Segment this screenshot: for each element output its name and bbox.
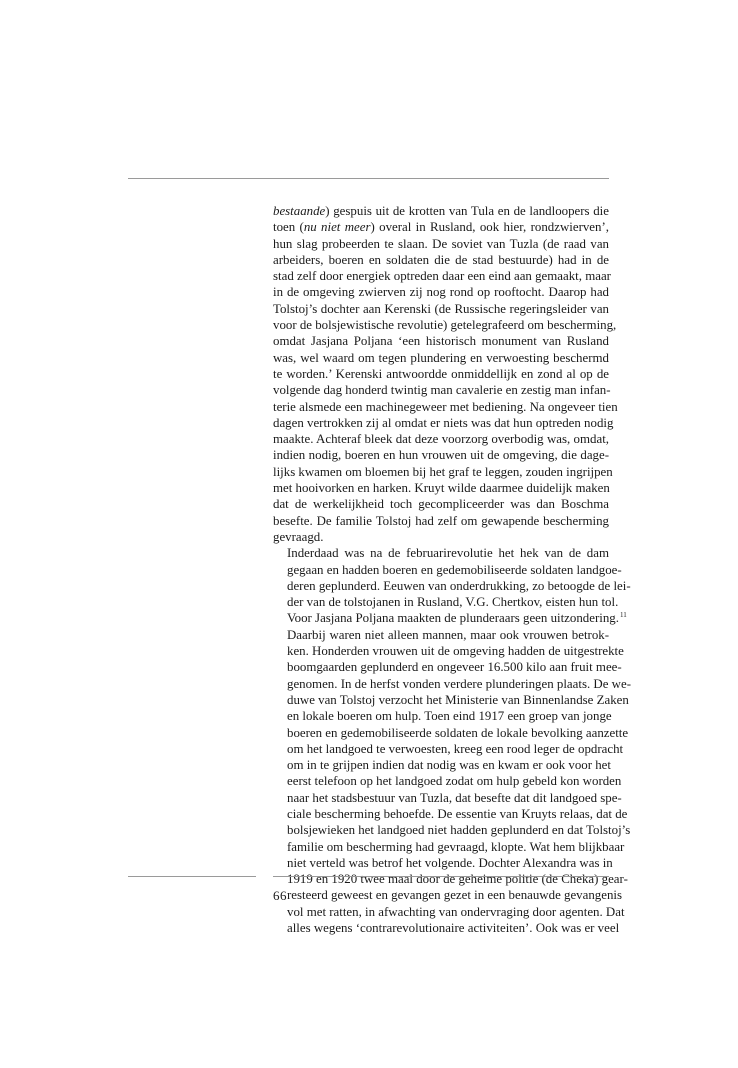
text-line <box>273 236 609 252</box>
text-line <box>273 594 619 610</box>
text-line <box>273 464 613 480</box>
text-line <box>273 480 609 496</box>
text-run: gevraagd. <box>273 529 324 544</box>
paragraph-1 <box>273 203 618 545</box>
paragraph-2 <box>273 545 631 936</box>
text-line <box>273 578 631 594</box>
text-run: terie alsmede een machinegeweer met bediening. Na ongeveer tien <box>273 399 618 414</box>
text-run: boomgaarden geplunderd en ongeveer 16.500 kilo aan fruit mee- <box>287 660 622 675</box>
text-line <box>273 676 631 692</box>
text-run: Daarbij waren niet alleen mannen, maar ook vrouwen betrok- <box>287 627 609 642</box>
text-line <box>273 790 622 806</box>
text-run: arbeiders, boeren en soldaten die de stad bestuurde) had in de <box>273 252 609 267</box>
text-run: Inderdaad was na de februarirevolutie het hek van de dam <box>287 546 609 561</box>
text-run: ciale bescherming behoefde. De essentie van Kruyts relaas, dat de <box>287 806 628 821</box>
text-line <box>273 904 625 920</box>
text-run: Voor Jasjana Poljana maakten de plunderaars geen uitzondering. <box>287 611 619 626</box>
footer-rule-right <box>273 876 609 877</box>
body-text <box>273 203 631 936</box>
text-line <box>273 333 609 349</box>
text-run: gegaan en hadden boeren en gedemobiliseerde soldaten landgoe- <box>287 562 622 577</box>
text-line <box>273 741 624 757</box>
text-run: te worden.’ Kerenski antwoordde onmiddellijk en zond al op de <box>273 366 609 381</box>
text-line <box>273 692 629 708</box>
text-line <box>273 301 609 317</box>
text-run: dat de werkelijkheid toch gecompliceerder was dan Boschma <box>273 497 609 512</box>
text-line <box>273 773 622 789</box>
text-line <box>273 855 613 871</box>
text-run: deren geplunderd. Eeuwen van onderdrukking, zo betoogde de lei- <box>287 578 631 593</box>
text-run: naar het stadsbestuur van Tuzla, dat besefte dat dit landgoed spe- <box>287 790 622 805</box>
text-run: besefte. De familie Tolstoj had zelf om gewapende bescherming <box>273 513 609 528</box>
text-run: lijks kwamen om bloemen bij het graf te leggen, zouden ingrijpen <box>273 464 613 479</box>
text-line <box>273 366 609 382</box>
text-line <box>273 513 609 529</box>
text-run: eerst telefoon op het landgoed zodat om hulp gebeld kon worden <box>287 774 622 789</box>
text-run: niet verteld was betrof het volgende. Dochter Alexandra was in <box>287 855 613 870</box>
text-run: Tolstoj’s dochter aan Kerenski (de Russische regeringsleider van <box>273 301 609 316</box>
text-line <box>273 219 609 235</box>
text-line <box>273 350 609 366</box>
text-line <box>273 806 628 822</box>
text-line <box>273 643 624 659</box>
text-line <box>273 252 609 268</box>
text-line <box>273 317 617 333</box>
text-run: ken. Honderden vrouwen uit de omgeving hadden de uitgestrekte <box>287 644 624 659</box>
text-run: alles wegens ‘contrarevolutionaire activiteiten’. Ook was er veel <box>287 921 620 936</box>
text-line <box>273 529 609 545</box>
text-run: 1919 en 1920 twee maal door de geheime politie (de Cheka) gear- <box>287 872 628 887</box>
text-line <box>273 627 609 643</box>
text-run: en lokale boeren om hulp. Toen eind 1917 een groep van jonge <box>287 709 612 724</box>
text-run: ) overal in Rusland, ook hier, rondzwierven’, <box>370 220 609 235</box>
text-run: familie om bescherming had gevraagd, klopte. Wat hem blijkbaar <box>287 839 625 854</box>
text-line <box>273 757 609 773</box>
text-run: voor de bolsjewistische revolutie) getelegrafeerd om bescherming, <box>273 318 617 333</box>
text-line <box>273 920 620 936</box>
text-run: toen ( <box>273 220 304 235</box>
text-line <box>273 203 609 219</box>
text-run: in de omgeving zwierven zij nog rond op rooftocht. Daarop had <box>273 285 609 300</box>
text-run: stad zelf door energiek optreden daar een eind aan gemaakt, maar <box>273 269 611 284</box>
text-run: boeren en gedemobiliseerde soldaten de lokale bevolking aanzette <box>287 725 629 740</box>
text-run: maakte. Achteraf bleek dat deze voorzorg overbodig was, omdat, <box>273 432 609 447</box>
text-line <box>273 562 622 578</box>
text-line <box>273 659 622 675</box>
text-run: was, wel waard om tegen plundering en verwoesting beschermd <box>273 350 609 365</box>
text-line <box>273 610 627 626</box>
text-line <box>273 268 609 284</box>
text-line <box>273 284 609 300</box>
text-line <box>273 447 609 463</box>
page-number: 66 <box>273 888 287 903</box>
text-line <box>273 822 631 838</box>
text-line <box>273 871 628 887</box>
text-run: resteerd geweest en gevangen gezet in een benauwde gevangenis <box>287 888 622 903</box>
header-rule <box>128 178 609 179</box>
text-run: duwe van Tolstoj verzocht het Ministerie van Binnenlandse Zaken <box>287 692 629 707</box>
text-run: om in te grijpen indien dat nodig was en kwam er ook voor het <box>287 758 611 773</box>
italic-span: nu niet meer <box>303 220 371 235</box>
text-line <box>273 708 612 724</box>
text-line <box>273 725 629 741</box>
text-run: der van de tolstojanen in Rusland, V.G. Chertkov, eisten hun tol. <box>287 595 619 610</box>
text-line <box>273 545 609 561</box>
text-line <box>273 887 622 903</box>
text-run: ) gespuis uit de krotten van Tula en de landloopers die <box>325 204 609 218</box>
text-run: bolsjewieken het landgoed niet hadden geplunderd en dat Tolstoj’s <box>287 823 631 838</box>
text-run: om het landgoed te verwoesten, kreeg een rood leger de opdracht <box>287 741 624 756</box>
text-run: vol met ratten, in afwachting van ondervraging door agenten. Dat <box>287 904 625 919</box>
text-line <box>273 431 609 447</box>
text-run: dagen vertrokken zij al omdat er niets was dat hun optreden nodig <box>273 415 614 430</box>
text-line <box>273 496 609 512</box>
text-line <box>273 415 614 431</box>
text-run: met hooivorken en harken. Kruyt wilde daarmee duidelijk maken <box>273 481 610 496</box>
text-run: volgende dag honderd twintig man cavalerie en zestig man infan- <box>273 383 611 398</box>
text-run: indien nodig, boeren en hun vrouwen uit de omgeving, die dage- <box>273 448 609 463</box>
text-run: hun slag probeerden te slaan. De soviet van Tuzla (de raad van <box>273 236 609 251</box>
footnote-ref: 11 <box>619 611 627 620</box>
italic-span: bestaande <box>273 204 326 218</box>
text-line <box>273 382 609 398</box>
text-run: omdat Jasjana Poljana ‘een historisch monument van Rusland <box>273 334 609 349</box>
text-line <box>273 839 625 855</box>
footer-rule-left <box>128 876 256 877</box>
text-line <box>273 399 618 415</box>
text-run: genomen. In de herfst vonden verdere plunderingen plaats. De we- <box>287 676 631 691</box>
